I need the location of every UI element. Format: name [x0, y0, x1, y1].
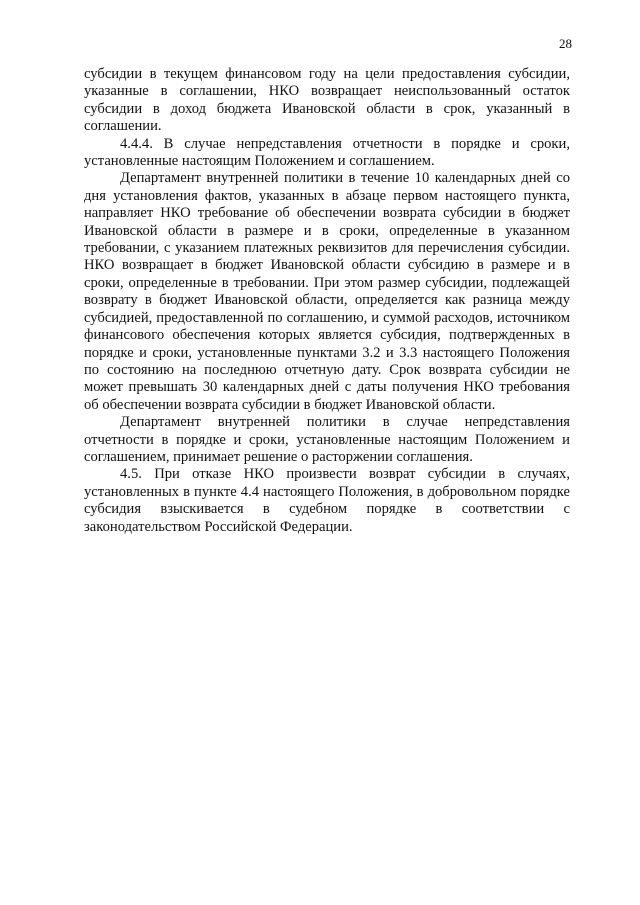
paragraph-4-4-4: 4.4.4. В случае непредставления отчетности в порядке и сроки, установленные настоящим Положением и соглашением. [84, 135, 570, 170]
document-body [84, 66, 570, 536]
paragraph-4-5: 4.5. При отказе НКО произвести возврат субсидии в случаях, установленных в пункте 4.4 настоящего Положения, в добровольном порядке субсидия взыскивается в судебном порядке в соответствии с законодательством Российской Федерации. [84, 466, 570, 535]
page-number: 28 [559, 36, 572, 51]
paragraph-continuation: субсидии в текущем финансовом году на цели предоставления субсидии, указанные в соглашении, НКО возвращает неиспользованный остаток субсидии в доход бюджета Ивановской области в срок, указанный в соглашении. [84, 66, 570, 135]
paragraph-department-requirement: Департамент внутренней политики в течение 10 календарных дней со дня установления фактов, указанных в абзаце первом настоящего пункта, направляет НКО требование об обеспечении возврата субсидии в бюджет Ивановской области в размере и в сроки, определенные в указанном требовании, с указанием платежных реквизитов для перечисления субсидии. НКО возвращает в бюджет Ивановской области субсидию в размере и в сроки, определенные в требовании. При этом размер субсидии, подлежащей возврату в бюджет Ивановской области, определяется как разница между субсидией, предоставленной по соглашению, и суммой расходов, источником финансового обеспечения которых является субсидия, подтвержденных в порядке и сроки, установленные пунктами 3.2 и 3.3 настоящего Положения по состоянию на последнюю отчетную дату. Срок возврата субсидии не может превышать 30 календарных дней с даты получения НКО требования об обеспечении возврата субсидии в бюджет Ивановской области. [84, 170, 570, 413]
paragraph-department-termination: Департамент внутренней политики в случае непредставления отчетности в порядке и сроки, установленные настоящим Положением и соглашением, принимает решение о расторжении соглашения. [84, 414, 570, 465]
